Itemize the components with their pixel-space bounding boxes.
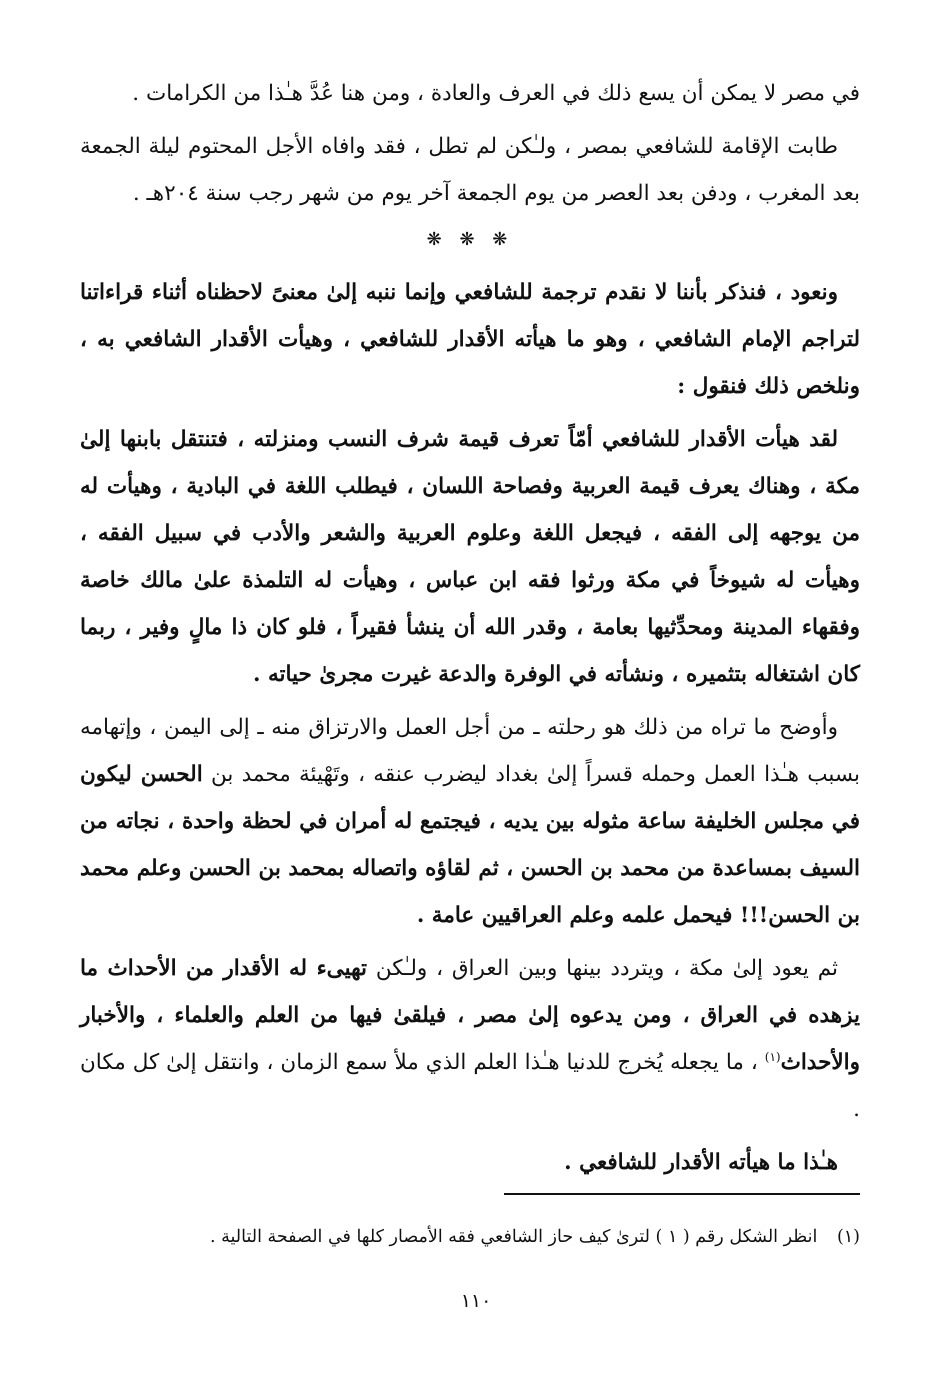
paragraph-text: لقد هيأت الأقدار للشافعي أمّاً تعرف قيمة شرف النسب ومنزلته ، فتنتقل بابنها إلىٰ مكة ، وهناك يعرف قيمة العربية وفصاحة اللسان ، فيطلب اللغة في البادية ، وهيأت له من يوجهه إلى الفقه ، فيجعل اللغة وعلوم العربية والشعر والأدب في سبيل الفقه ، وهيأت له شيوخاً في مكة ورثوا فقه ابن عباس ، وهيأت له التلمذة علىٰ مالك خاصة وفقهاء المدينة ومحدِّثيها بعامة ، وقدر الله أن ينشأ فقيراً ، فلو كان ذا مالٍ وفير ، ربما كان اشتغاله بتثميره ، ونشأته في الوفرة والدعة غيرت مجرىٰ حياته .	[80, 427, 860, 687]
paragraph-text: وأوضح ما تراه من ذلك هو رحلته ـ من أجل العمل والارتزاق منه ـ إلى اليمن ، وإتهامه بسبب هـٰذا العمل وحمله قسراً إلىٰ بغداد ليضرب عنقه ، وتَهْيئة محمد بن	[80, 715, 861, 787]
footnote	[80, 1222, 860, 1252]
footnote-reference[interactable]: (١)	[764, 1049, 781, 1064]
paragraph-egypt-karamat	[80, 70, 860, 117]
paragraph-text: طابت الإقامة للشافعي بمصر ، ولـٰكن لم تطل ، فقد وافاه الأجل المحتوم ليلة الجمعة بعد المغرب ، ودفن بعد العصر من يوم الجمعة آخر يوم من شهر رجب سنة ٢٠٤هـ .	[80, 134, 860, 206]
paragraph-text: ونعود ، فنذكر بأننا لا نقدم ترجمة للشافعي وإنما ننبه إلىٰ معنىً لاحظناه أثناء قراءاتنا لتراجم الإمام الشافعي ، وهو ما هيأته الأقدار للشافعي ، وهيأت الأقدار الشافعي به ، ونلخص ذلك فنقول :	[80, 280, 860, 399]
paragraph-conclusion	[80, 1139, 860, 1186]
paragraph-text: هـٰذا ما هيأته الأقدار للشافعي .	[564, 1150, 838, 1175]
paragraph-text: في مصر لا يمكن أن يسع ذلك في العرف والعادة ، ومن هنا عُدَّ هـٰذا من الكرامات .	[132, 81, 860, 106]
paragraph-text: ثم يعود إلىٰ مكة ، ويتردد بينها وبين العراق ، ولـٰكن	[367, 956, 839, 981]
paragraph-return-mecca	[80, 945, 860, 1133]
section-separator: ❋ ❋ ❋	[426, 229, 514, 250]
footnote-text: انظر الشكل رقم ( ١ ) لترىٰ كيف حاز الشافعي فقه الأمصار كلها في الصفحة التالية .	[210, 1227, 818, 1247]
page-body	[80, 70, 860, 1192]
paragraph-journey-yemen	[80, 704, 860, 939]
paragraph-death-of-shafii	[80, 123, 860, 217]
paragraph-text: ، ما يجعله يُخرج للدنيا هـٰذا العلم الذي ملأ سمع الزمان ، وانتقل إلىٰ كل مكان .	[80, 1050, 860, 1122]
paragraph-destiny-prepared	[80, 416, 860, 698]
paragraph-text-bold: الحسن ليكون في مجلس الخليفة ساعة مثوله بين يديه ، فيجتمع له أمران في لحظة واحدة ، نجاته من السيف بمساعدة من محمد بن الحسن ، ثم لقاؤه واتصاله بمحمد بن الحسن وعلم محمد بن الحسن!!! فيحمل علمه وعلم العراقيين عامة .	[80, 762, 860, 928]
paragraph-text-bold: تهيىء له الأقدار من الأحداث ما يزهده في العراق ، ومن يدعوه إلىٰ مصر ، فيلقىٰ فيها من العلم والعلماء ، والأخبار والأحداث	[80, 956, 860, 1075]
paragraph-intro-note	[80, 269, 860, 410]
page-number: ١١٠	[460, 1290, 492, 1312]
footnote-number: (١)	[836, 1227, 860, 1247]
footnote-divider	[504, 1193, 860, 1195]
